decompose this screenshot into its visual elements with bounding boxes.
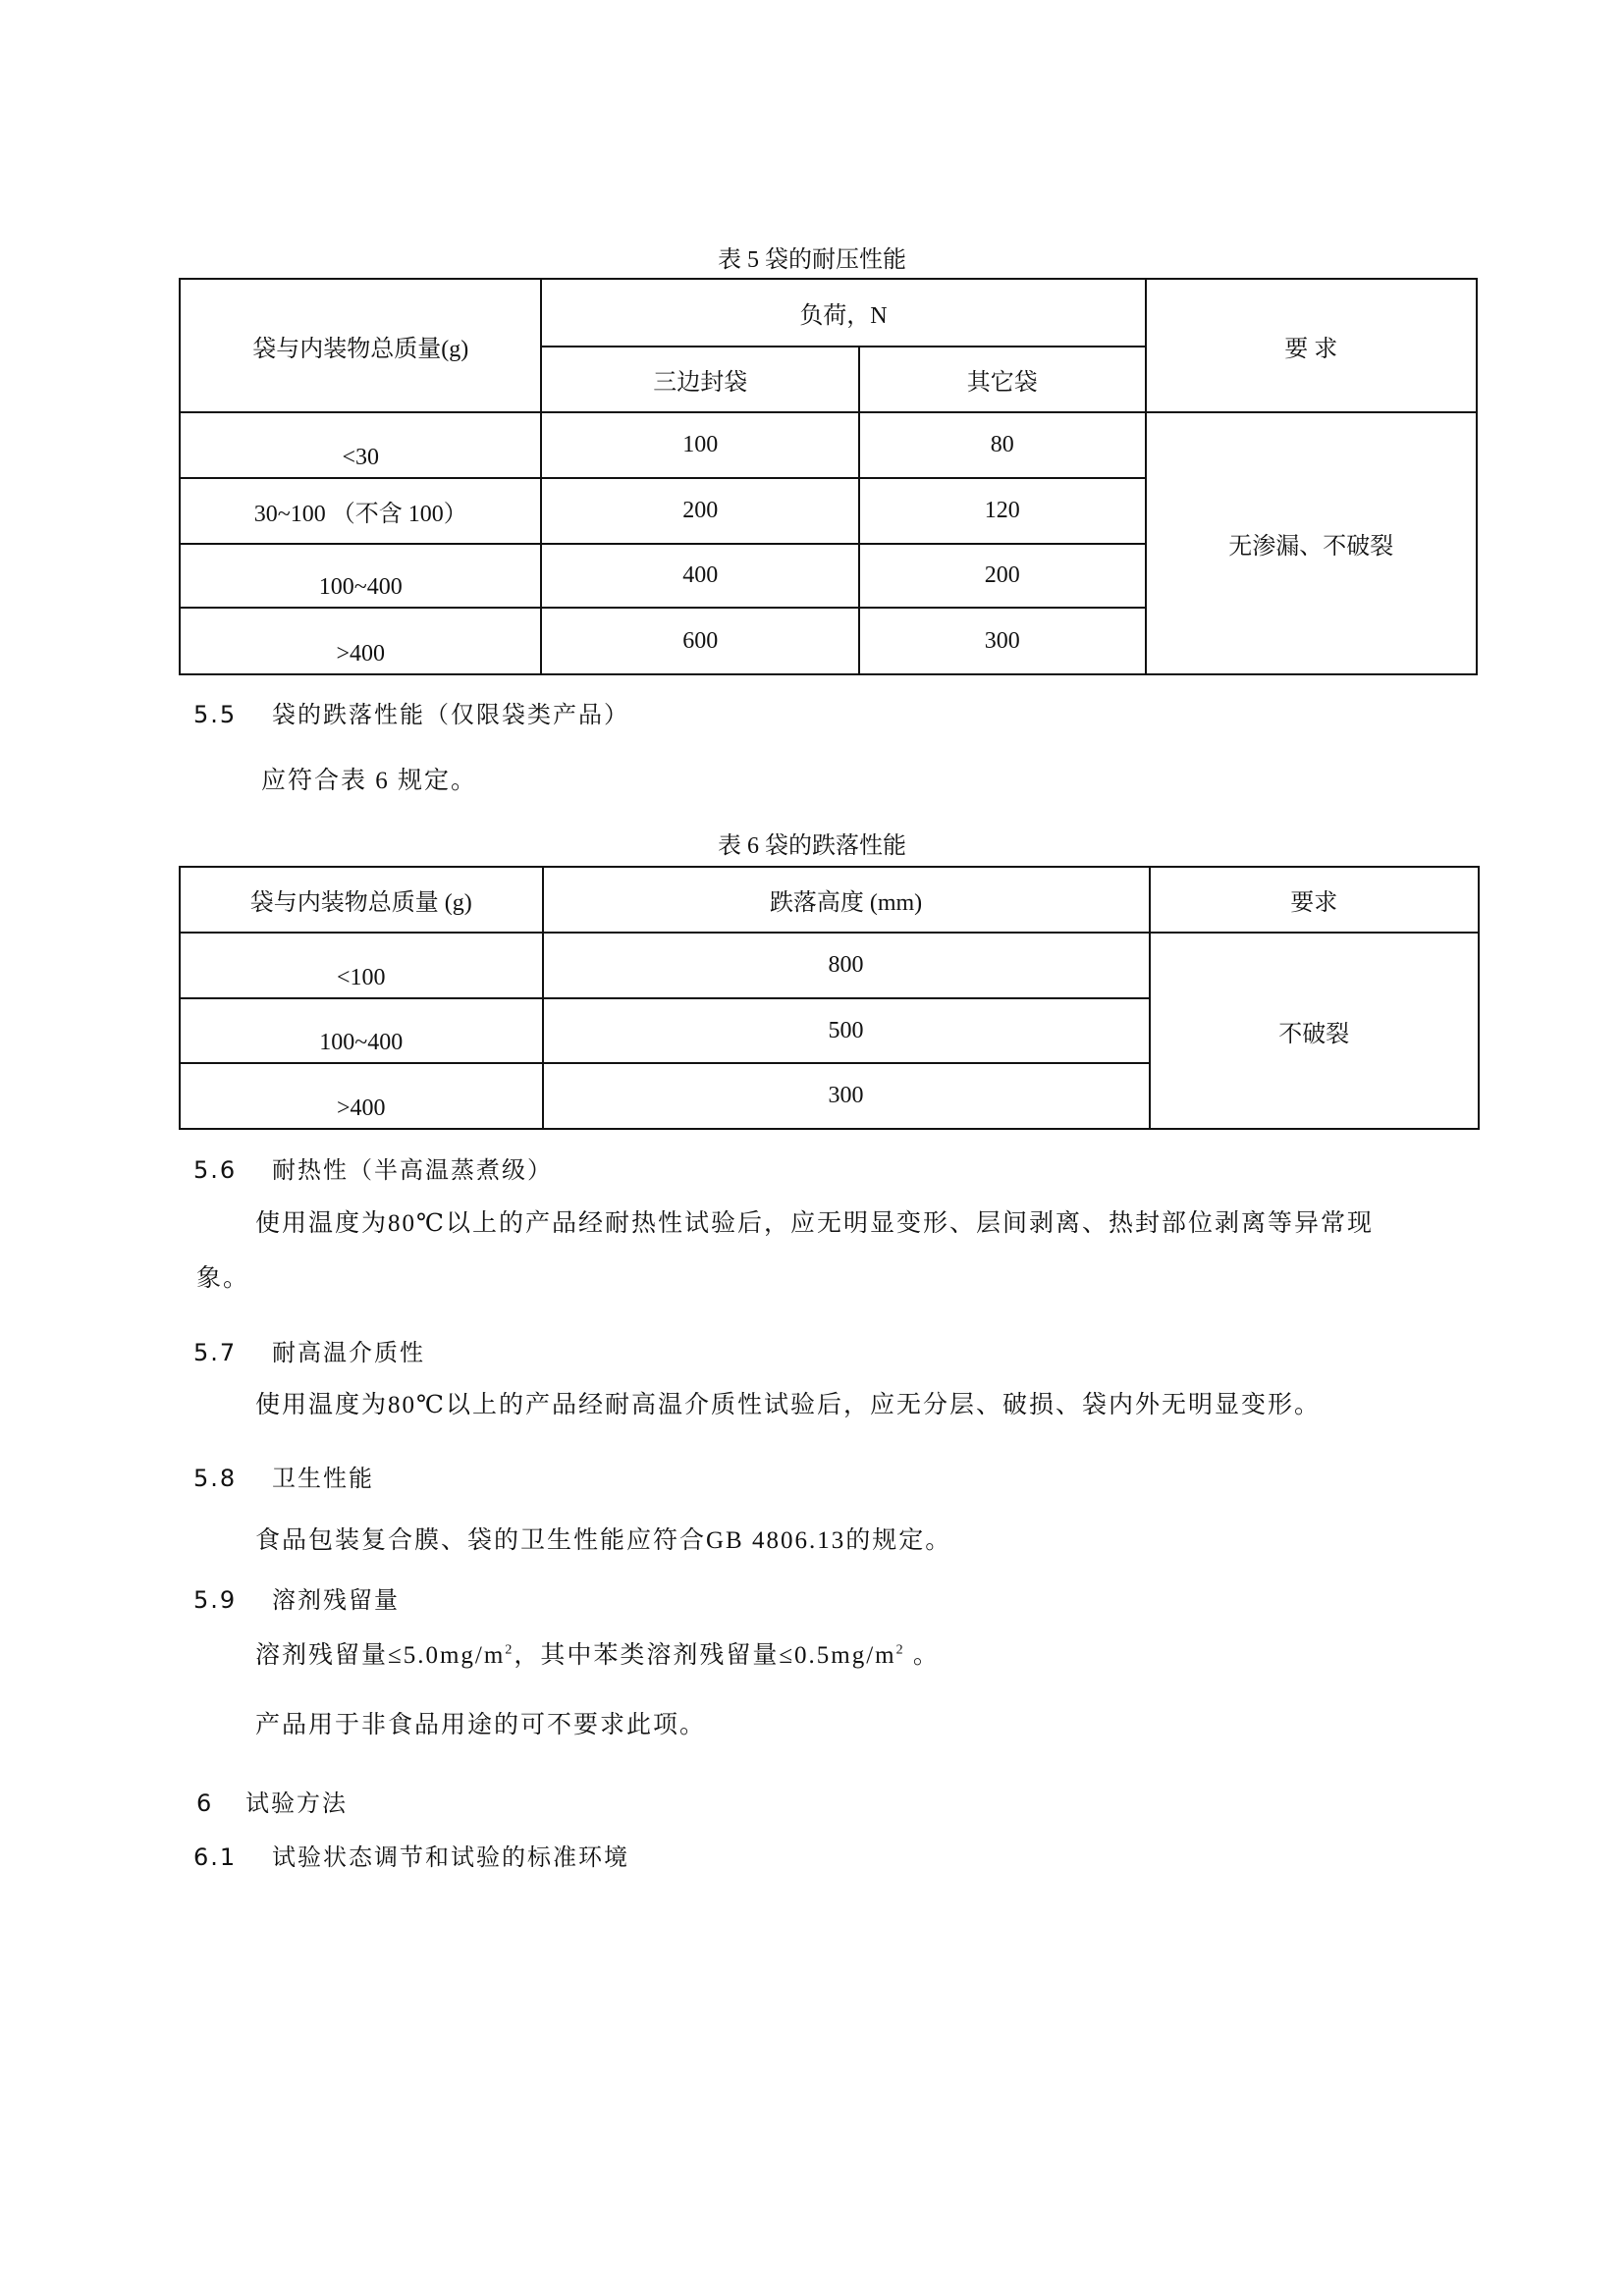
- table5-cell-three-side: 200: [541, 478, 858, 544]
- table6-cell-height: 800: [543, 933, 1150, 998]
- table5-cell-other: 80: [859, 412, 1146, 478]
- table5-header-requirement: 要 求: [1146, 279, 1478, 412]
- table6-cell-height: 300: [543, 1063, 1150, 1129]
- table5-header-load: 负荷，N: [541, 279, 1145, 347]
- table6-cell-mass: 100~400: [180, 998, 543, 1063]
- section-5-5-heading: [193, 695, 629, 729]
- section-5-7-body: 使用温度为80℃以上的产品经耐高温介质性试验后，应无分层、破损、袋内外无明显变形。: [255, 1392, 1321, 1418]
- table6-header-mass: 袋与内装物总质量 (g): [180, 867, 543, 933]
- table6-header-height: 跌落高度 (mm): [543, 867, 1150, 933]
- table5-header-three-side: 三边封袋: [541, 347, 858, 412]
- section-title: 耐高温介质性: [272, 1339, 425, 1366]
- superscript: 2: [505, 1642, 514, 1658]
- section-number: 5.7: [193, 1339, 238, 1366]
- table6-cell-mass: >400: [180, 1063, 543, 1129]
- section-title: 袋的跌落性能（仅限袋类产品）: [272, 701, 629, 728]
- table5-cell-mass: <30: [180, 412, 541, 478]
- section-title: 试验方法: [245, 1789, 348, 1817]
- table6-cell-mass: <100: [180, 933, 543, 998]
- section-5-9-note: 产品用于非食品用途的可不要求此项。: [255, 1712, 707, 1738]
- table5-header-other: 其它袋: [859, 347, 1146, 412]
- section-number: 6.1: [193, 1843, 238, 1871]
- table-row: [180, 412, 1477, 478]
- table5-caption: 表 5 袋的耐压性能: [718, 247, 906, 273]
- section-5-9-body: [255, 1635, 940, 1671]
- table6: [179, 866, 1480, 1130]
- section-number: 5.9: [193, 1586, 238, 1614]
- superscript: 2: [895, 1642, 905, 1658]
- table5-cell-mass: >400: [180, 608, 541, 674]
- section-6-heading: [196, 1784, 348, 1818]
- table5-cell-other: 200: [859, 544, 1146, 608]
- section-number: 5.8: [193, 1465, 238, 1492]
- section-title: 卫生性能: [272, 1465, 374, 1492]
- table5-cell-mass: 30~100 （不含 100）: [180, 478, 541, 544]
- table5-cell-other: 300: [859, 608, 1146, 674]
- table6-caption: 表 6 袋的跌落性能: [718, 833, 906, 859]
- section-title: 试验状态调节和试验的标准环境: [272, 1843, 629, 1871]
- section-number: 5.6: [193, 1156, 238, 1184]
- section-6-1-heading: [193, 1838, 629, 1872]
- table5-cell-mass: 100~400: [180, 544, 541, 608]
- section-number: 5.5: [193, 701, 238, 728]
- text: 。: [904, 1642, 940, 1669]
- section-5-8-body: 食品包装复合膜、袋的卫生性能应符合GB 4806.13的规定。: [255, 1527, 952, 1554]
- table5-header-mass: 袋与内装物总质量(g): [180, 279, 541, 412]
- section-5-6-heading: [193, 1150, 553, 1185]
- text: ，其中苯类溶剂残留量≤0.5mg/m: [514, 1642, 896, 1669]
- section-5-7-heading: [193, 1333, 425, 1367]
- section-5-6-body-line1: 使用温度为80℃以上的产品经耐热性试验后，应无明显变形、层间剥离、热封部位剥离等异常现: [255, 1210, 1374, 1237]
- section-5-8-heading: [193, 1459, 374, 1493]
- table-row: [180, 933, 1479, 998]
- table5-cell-other: 120: [859, 478, 1146, 544]
- section-title: 溶剂残留量: [272, 1586, 400, 1614]
- section-5-5-body: 应符合表 6 规定。: [261, 768, 478, 794]
- table5-requirement-value: 无渗漏、不破裂: [1146, 412, 1478, 674]
- table5-cell-three-side: 400: [541, 544, 858, 608]
- table6-cell-height: 500: [543, 998, 1150, 1063]
- section-number: 6: [196, 1789, 214, 1817]
- section-title: 耐热性（半高温蒸煮级）: [272, 1156, 553, 1184]
- table6-header-requirement: 要求: [1150, 867, 1479, 933]
- text: 溶剂残留量≤5.0mg/m: [255, 1642, 506, 1669]
- section-5-6-body-line2: 象。: [196, 1265, 250, 1292]
- section-5-9-heading: [193, 1580, 400, 1615]
- table5-cell-three-side: 600: [541, 608, 858, 674]
- table5-cell-three-side: 100: [541, 412, 858, 478]
- table6-requirement-value: 不破裂: [1150, 933, 1479, 1129]
- table5: [179, 278, 1478, 675]
